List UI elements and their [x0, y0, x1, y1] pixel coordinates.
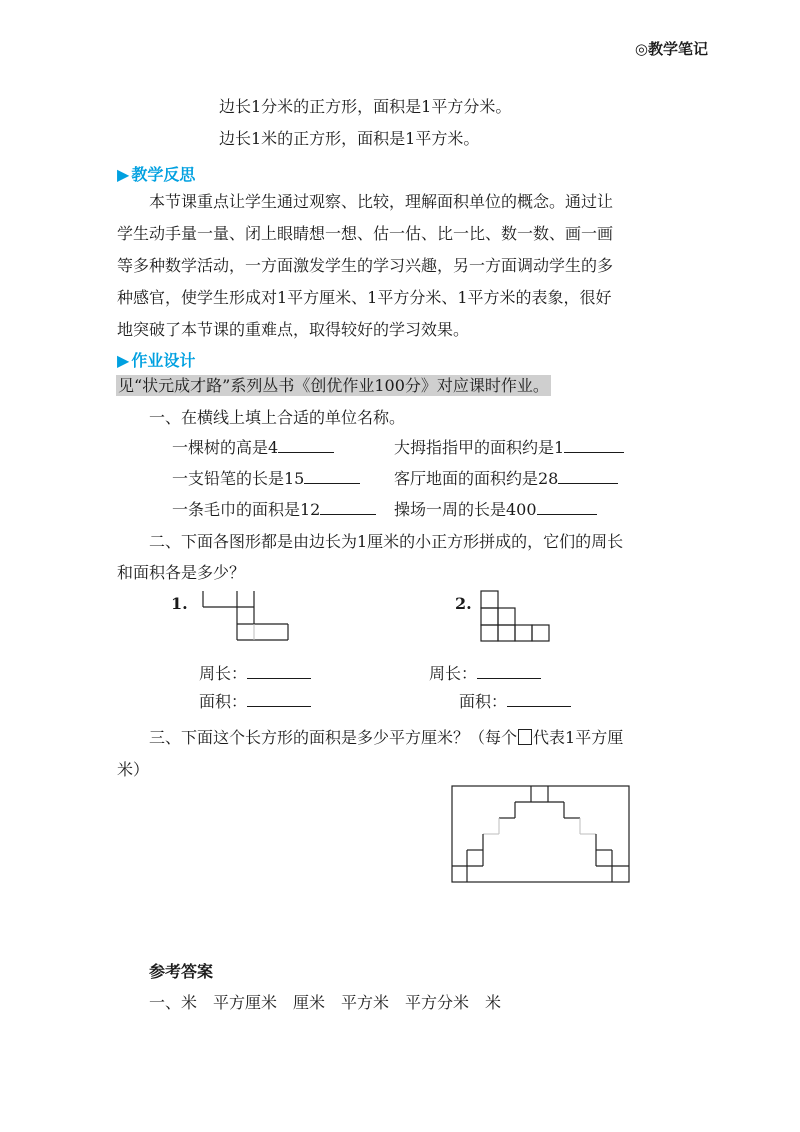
q1-item-text: 一支铅笔的长是15	[172, 469, 305, 488]
q3-title-line-2: 米）	[117, 760, 150, 779]
figure-2-square	[515, 625, 532, 641]
triangle-bullet-icon: ▶	[117, 351, 130, 370]
reflection-line-4: 种感官，使学生形成对1平方厘米、1平方分米、1平方米的表象，很好	[117, 288, 612, 307]
q1-item-text: 大拇指指甲的面积约是1	[394, 438, 565, 457]
q1-item-1	[172, 438, 334, 458]
answer-blank[interactable]	[278, 438, 334, 453]
answer-blank[interactable]	[247, 664, 311, 679]
answers-line-1: 一、米 平方厘米 厘米 平方米 平方分米 米	[149, 993, 502, 1012]
figure-2-grid	[478, 588, 554, 644]
homework-title: 作业设计	[131, 351, 196, 370]
answer-blank[interactable]	[477, 664, 541, 679]
homework-note	[116, 376, 551, 396]
q1-title: 一、在横线上填上合适的单位名称。	[149, 408, 406, 427]
area-label: 面积：	[459, 692, 508, 711]
answer-blank[interactable]	[537, 500, 597, 515]
answer-blank[interactable]	[564, 438, 624, 453]
perimeter-label: 周长：	[429, 664, 478, 683]
area-label: 面积：	[199, 692, 248, 711]
reflection-line-5: 地突破了本节课的重难点，取得较好的学习效果。	[117, 320, 470, 339]
reflection-title: 教学反思	[131, 165, 196, 184]
q1-item-text: 一条毛巾的面积是12	[172, 500, 321, 519]
answers-title: 参考答案	[149, 962, 214, 981]
perimeter-label: 周长：	[199, 664, 248, 683]
figure-2-square	[481, 608, 498, 625]
answer-blank[interactable]	[304, 469, 360, 484]
conclusion-line-2: 边长1米的正方形，面积是1平方米。	[219, 129, 480, 148]
figure-2-perimeter	[429, 664, 541, 684]
answer-blank[interactable]	[558, 469, 618, 484]
q3-title-line-1	[149, 728, 623, 748]
q1-item-6	[394, 500, 597, 520]
figure-1-area	[199, 692, 311, 712]
figure-1-perimeter	[199, 664, 311, 684]
q1-item-4	[394, 469, 618, 489]
figure-2-square	[481, 625, 498, 641]
unit-square-icon	[518, 729, 532, 745]
figure-2-area	[459, 692, 571, 712]
q3-title-part-2: 代表1平方厘	[533, 728, 624, 747]
homework-note-text: 见“状元成才路”系列丛书《创优作业100分》对应课时作业。	[118, 376, 549, 395]
q3-outer-rectangle	[452, 786, 629, 882]
figure-2-label: 2.	[455, 594, 472, 613]
figure-2-square	[498, 625, 515, 641]
q2-title-line-2: 和面积各是多少？	[117, 563, 246, 582]
q1-item-text: 一棵树的高是4	[172, 438, 279, 457]
header-note: ◎教学笔记	[634, 40, 708, 58]
q1-item-5	[172, 500, 376, 520]
answer-blank[interactable]	[247, 692, 311, 707]
q2-title-line-1: 二、下面各图形都是由边长为1厘米的小正方形拼成的，它们的周长	[149, 532, 624, 551]
figure-2-square	[532, 625, 549, 641]
q1-item-3	[172, 469, 360, 489]
figure-2-square	[498, 608, 515, 625]
figure-1-grid	[200, 588, 292, 644]
triangle-bullet-icon: ▶	[117, 165, 130, 184]
q1-item-2	[394, 438, 624, 458]
figure-2-square	[481, 591, 498, 608]
reflection-line-3: 等多种数学活动，一方面激发学生的学习兴趣，另一方面调动学生的多	[117, 256, 614, 275]
q3-rectangle-figure	[452, 786, 632, 886]
answer-blank[interactable]	[320, 500, 376, 515]
q1-item-text: 操场一周的长是400	[394, 500, 537, 519]
figure-1-label: 1.	[171, 594, 188, 613]
conclusion-line-1: 边长1分米的正方形，面积是1平方分米。	[219, 97, 512, 116]
reflection-heading	[117, 162, 195, 185]
homework-heading	[117, 348, 195, 371]
answer-blank[interactable]	[507, 692, 571, 707]
reflection-line-1: 本节课重点让学生通过观察、比较，理解面积单位的概念。通过让	[149, 192, 614, 211]
q1-item-text: 客厅地面的面积约是28	[394, 469, 559, 488]
q3-title-part-1: 三、下面这个长方形的面积是多少平方厘米？（每个	[149, 728, 518, 747]
reflection-line-2: 学生动手量一量、闭上眼睛想一想、估一估、比一比、数一数、画一画	[117, 224, 614, 243]
